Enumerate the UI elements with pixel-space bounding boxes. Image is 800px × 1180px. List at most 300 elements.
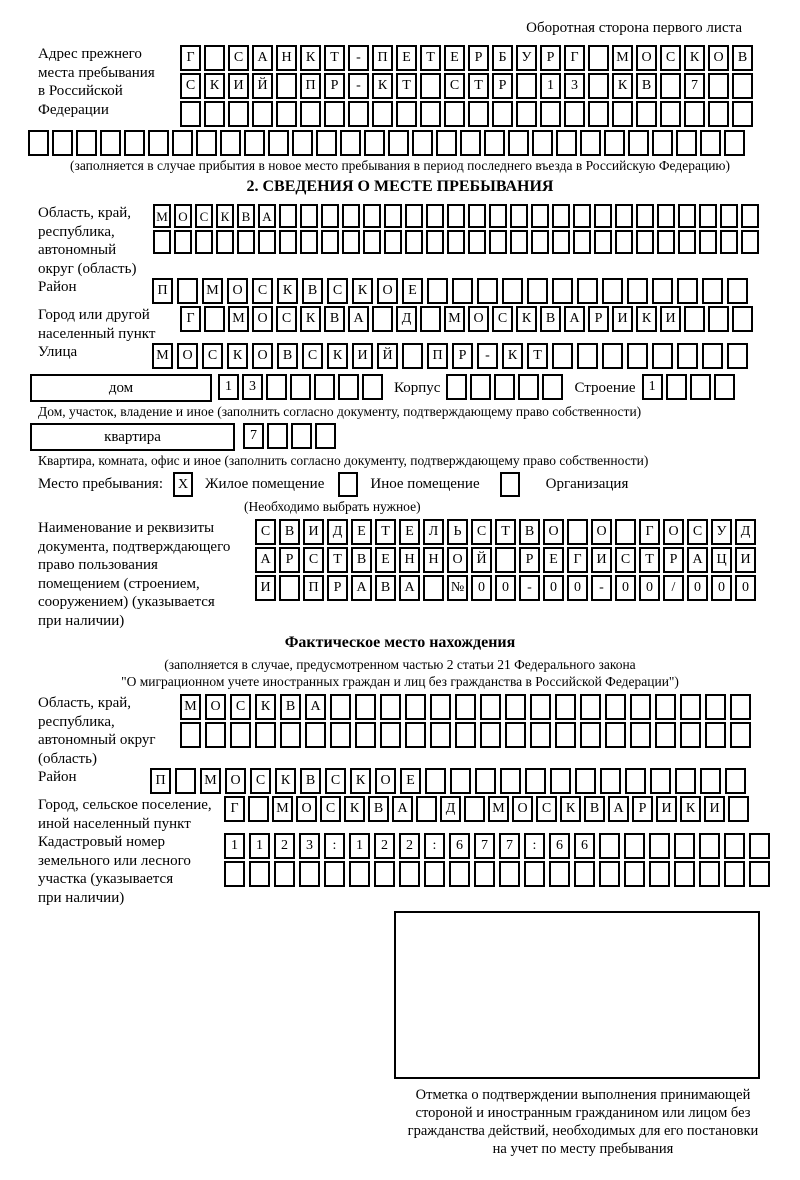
char-cell [484,130,505,156]
char-cell [531,204,549,228]
char-cell: К [680,796,701,822]
char-cell: Т [468,73,489,99]
char-cell [649,833,670,859]
char-cell: 2 [399,833,420,859]
char-cell: И [660,306,681,332]
char-cell [630,694,651,720]
char-cell [652,278,673,304]
char-cell [279,575,300,601]
label-line: Федерации [38,101,109,118]
char-cell [564,101,585,127]
char-cell: 6 [549,833,570,859]
char-cell: 0 [567,575,588,601]
char-cell: Е [351,519,372,545]
char-cell: К [636,306,657,332]
char-cell [436,130,457,156]
actual-location-title: Фактическое место нахождения [284,634,516,651]
char-cell [468,230,486,254]
char-cell: 1 [249,833,270,859]
char-cell [660,73,681,99]
char-cell: Д [327,519,348,545]
char-cell [555,694,576,720]
char-cell [124,130,145,156]
stroenie-label: Строение [574,380,636,396]
char-cell: 7 [499,833,520,859]
prev-address-note: (заполняется в случае прибытия в новое место пребывания в период последнего въезда в Российскую Федерацию) [69,158,731,173]
region-label [28,204,153,278]
char-cell [708,101,729,127]
char-cell: Й [471,547,492,573]
char-cell [316,130,337,156]
char-cell [649,861,670,887]
label-line: населенный пункт [38,325,156,342]
char-cell [594,230,612,254]
char-cell: О [708,45,729,71]
char-cell [76,130,97,156]
char-cell [625,768,646,794]
char-cell: Р [540,45,561,71]
char-cell: П [303,575,324,601]
char-cell: О [375,768,396,794]
char-cell: С [303,547,324,573]
char-cell: О [174,204,192,228]
char-cell [516,101,537,127]
char-cell [248,796,269,822]
char-cell [384,230,402,254]
char-cell [447,204,465,228]
stay-type-block [28,472,772,497]
char-cell [28,130,49,156]
document-row-2 [255,547,759,573]
region-block [28,204,772,278]
char-cell [153,230,171,254]
char-cell: С [255,519,276,545]
char-cell [148,130,169,156]
char-cell: М [612,45,633,71]
char-cell: 3 [242,374,263,400]
char-cell [677,343,698,369]
char-cell [321,230,339,254]
char-cell [730,722,751,748]
char-cell [450,768,471,794]
stay-type-label: Место пребывания: [38,476,163,492]
stay-type-option-residential: Жилое помещение [205,476,325,492]
char-cell: П [300,73,321,99]
label-line: республика, [38,223,115,240]
char-cell: О [252,306,273,332]
char-cell [573,204,591,228]
char-cell: Г [639,519,660,545]
label-line: Отметка о подтверждении выполнения принимающей [415,1087,751,1103]
prev-address-row-4 [28,130,772,156]
char-cell [600,768,621,794]
char-cell [276,101,297,127]
char-cell [732,306,753,332]
char-cell [657,230,675,254]
char-cell [555,722,576,748]
char-cell [477,278,498,304]
char-cell [372,101,393,127]
cadastre-row-1 [224,833,774,859]
char-cell: С [325,768,346,794]
char-cell [426,230,444,254]
char-cell: Т [527,343,548,369]
char-cell [430,722,451,748]
char-cell [425,768,446,794]
char-cell [602,343,623,369]
char-cell: Е [402,278,423,304]
char-cell [291,423,312,449]
char-cell: О [636,45,657,71]
region-row-2 [153,230,762,254]
char-cell: М [180,694,201,720]
char-cell [299,861,320,887]
char-cell [244,130,265,156]
char-cell: К [560,796,581,822]
char-cell: А [564,306,585,332]
char-cell [580,130,601,156]
char-cell [678,204,696,228]
char-cell [423,575,444,601]
apartment-block [28,423,772,451]
char-cell [680,722,701,748]
char-cell: : [324,833,345,859]
char-cell [615,230,633,254]
document-row-3 [255,575,759,601]
char-cell: С [660,45,681,71]
char-cell [420,101,441,127]
char-cell [362,374,383,400]
char-cell: И [228,73,249,99]
char-cell [494,374,515,400]
char-cell: Т [327,547,348,573]
char-cell: Г [180,45,201,71]
char-cell: : [524,833,545,859]
char-cell [702,343,723,369]
char-cell [699,230,717,254]
char-cell: В [375,575,396,601]
char-cell [602,278,623,304]
korpus-row [446,374,566,400]
char-cell: С [250,768,271,794]
char-cell: М [202,278,223,304]
char-cell [705,722,726,748]
char-cell: К [502,343,523,369]
char-cell [220,130,241,156]
char-cell: С [327,278,348,304]
char-cell: Г [224,796,245,822]
char-cell: Г [567,547,588,573]
char-cell: А [392,796,413,822]
char-cell: М [200,768,221,794]
char-cell [274,861,295,887]
char-cell: А [252,45,273,71]
label-line: (заполняется в случае, предусмотренном частью 2 статьи 21 Федерального закона [164,657,636,672]
char-cell: С [195,204,213,228]
char-cell [510,230,528,254]
char-cell: О [663,519,684,545]
char-cell [636,204,654,228]
char-cell: Т [420,45,441,71]
char-cell [495,547,516,573]
char-cell: Т [375,519,396,545]
stroenie-row [642,374,738,400]
char-cell [447,230,465,254]
char-cell: 3 [299,833,320,859]
char-cell [556,130,577,156]
document-row-1 [255,519,759,545]
label-line: стороной и иностранным гражданином или лицом без [415,1105,751,1121]
cadastre-label [28,833,224,907]
char-cell [599,833,620,859]
stay-type-option-other: Иное помещение [370,476,480,492]
char-cell: С [687,519,708,545]
char-cell: К [612,73,633,99]
char-cell [684,101,705,127]
char-cell [708,73,729,99]
apartment-box-label: квартира [30,423,235,451]
char-cell: В [584,796,605,822]
char-cell [475,768,496,794]
char-cell [724,130,745,156]
char-cell [699,204,717,228]
char-cell [502,278,523,304]
label-line: иной населенный пункт [38,815,191,832]
char-cell [180,101,201,127]
char-cell: К [352,278,373,304]
char-cell: М [153,204,171,228]
char-cell: В [279,519,300,545]
char-cell: В [540,306,561,332]
stamp-caption [394,1086,772,1158]
char-cell [204,45,225,71]
actual-location-note [28,656,772,690]
char-cell: М [152,343,173,369]
char-cell: В [237,204,255,228]
char-cell [676,130,697,156]
char-cell: 0 [711,575,732,601]
char-cell: К [216,204,234,228]
char-cell [276,73,297,99]
char-cell [416,796,437,822]
char-cell: Р [588,306,609,332]
char-cell [364,130,385,156]
label-line: право пользования [38,557,158,573]
stay-type-checkbox-residential: X [173,472,193,497]
char-cell [480,694,501,720]
korpus-label: Корпус [394,380,441,396]
char-cell [460,130,481,156]
char-cell [660,101,681,127]
char-cell [374,861,395,887]
char-cell [699,861,720,887]
char-cell [532,130,553,156]
char-cell [588,73,609,99]
char-cell [505,694,526,720]
char-cell: 7 [684,73,705,99]
actual-city-block [28,796,772,833]
char-cell: В [300,768,321,794]
char-cell: С [302,343,323,369]
street-row [152,343,752,369]
char-cell: К [300,45,321,71]
char-cell [699,833,720,859]
char-cell [725,768,746,794]
section2-title: 2. СВЕДЕНИЯ О МЕСТЕ ПРЕБЫВАНИЯ [246,178,554,195]
cadastre-rows [224,833,774,889]
char-cell: Е [400,768,421,794]
prev-address-row-3 [180,101,756,127]
char-cell [300,101,321,127]
char-cell: 0 [495,575,516,601]
char-cell [724,833,745,859]
char-cell: С [492,306,513,332]
char-cell [252,101,273,127]
label-line: места пребывания [38,64,155,81]
char-cell [508,130,529,156]
char-cell: И [352,343,373,369]
cadastre-row-2 [224,861,774,887]
char-cell [588,101,609,127]
char-cell: А [608,796,629,822]
label-line: при наличии) [38,612,125,629]
cadastre-block [28,833,772,907]
char-cell: С [320,796,341,822]
char-cell: К [684,45,705,71]
house-block [28,374,772,402]
char-cell: Т [396,73,417,99]
char-cell [730,694,751,720]
char-cell [588,45,609,71]
char-cell [650,768,671,794]
char-cell [580,722,601,748]
char-cell [420,306,441,332]
char-cell [594,204,612,228]
char-cell: 1 [642,374,663,400]
char-cell: О [205,694,226,720]
region-row-1 [153,204,762,228]
char-cell: Р [468,45,489,71]
char-cell [516,73,537,99]
char-cell: Т [639,547,660,573]
char-cell [324,101,345,127]
char-cell: Е [444,45,465,71]
char-cell [464,796,485,822]
char-cell [605,694,626,720]
char-cell [380,722,401,748]
char-cell [727,343,748,369]
char-cell: Ц [711,547,732,573]
city-label [28,306,180,343]
char-cell: - [348,73,369,99]
char-cell [230,722,251,748]
char-cell [627,278,648,304]
char-cell [342,230,360,254]
char-cell [510,204,528,228]
char-cell [500,768,521,794]
stay-type-checkbox-organization [500,472,520,497]
char-cell: Р [663,547,684,573]
stay-type-checkbox-other [338,472,358,497]
char-cell: К [516,306,537,332]
district-row [152,278,752,304]
label-line: Область, край, [38,695,132,711]
char-cell: Е [396,45,417,71]
char-cell [52,130,73,156]
char-cell: В [636,73,657,99]
char-cell [531,230,549,254]
char-cell: А [305,694,326,720]
char-cell: К [327,343,348,369]
stay-type-option-organization: Организация [545,476,629,492]
char-cell [675,768,696,794]
char-cell [330,722,351,748]
char-cell: Е [375,547,396,573]
char-cell [527,278,548,304]
label-line: Город, сельское поселение, [38,797,212,813]
char-cell [480,722,501,748]
char-cell [732,73,753,99]
district-block [28,278,772,306]
char-cell [678,230,696,254]
char-cell: 0 [543,575,564,601]
char-cell: К [344,796,365,822]
label-line: автономный округ [38,732,156,748]
char-cell [174,230,192,254]
char-cell [580,694,601,720]
char-cell [388,130,409,156]
char-cell: 7 [243,423,264,449]
char-cell: Й [252,73,273,99]
char-cell: Д [396,306,417,332]
char-cell: - [591,575,612,601]
actual-region-row-1 [180,694,755,720]
char-cell: 2 [274,833,295,859]
label-line: Адрес прежнего [38,46,142,62]
char-cell [372,306,393,332]
char-cell [542,374,563,400]
char-cell [741,204,759,228]
char-cell [412,130,433,156]
char-cell [624,833,645,859]
char-cell [524,861,545,887]
region-rows [153,204,762,256]
char-cell: П [152,278,173,304]
char-cell: П [427,343,448,369]
char-cell [615,519,636,545]
label-line: Кадастровый номер [38,834,165,850]
apartment-note: Квартира, комната, офис и иное (заполнить согласно документу, подтверждающему право собственности) [38,453,649,468]
char-cell: С [180,73,201,99]
prev-address-rows [180,45,756,129]
document-block [28,519,772,630]
char-cell [657,204,675,228]
char-cell: Н [276,45,297,71]
house-box-label: дом [30,374,212,402]
char-cell [652,343,673,369]
char-cell [749,861,770,887]
char-cell: Р [519,547,540,573]
char-cell: У [711,519,732,545]
char-cell [700,768,721,794]
city-block [28,306,772,343]
street-label: Улица [38,344,78,360]
char-cell [567,519,588,545]
char-cell: 2 [374,833,395,859]
char-cell [577,278,598,304]
char-cell [550,768,571,794]
char-cell [499,861,520,887]
